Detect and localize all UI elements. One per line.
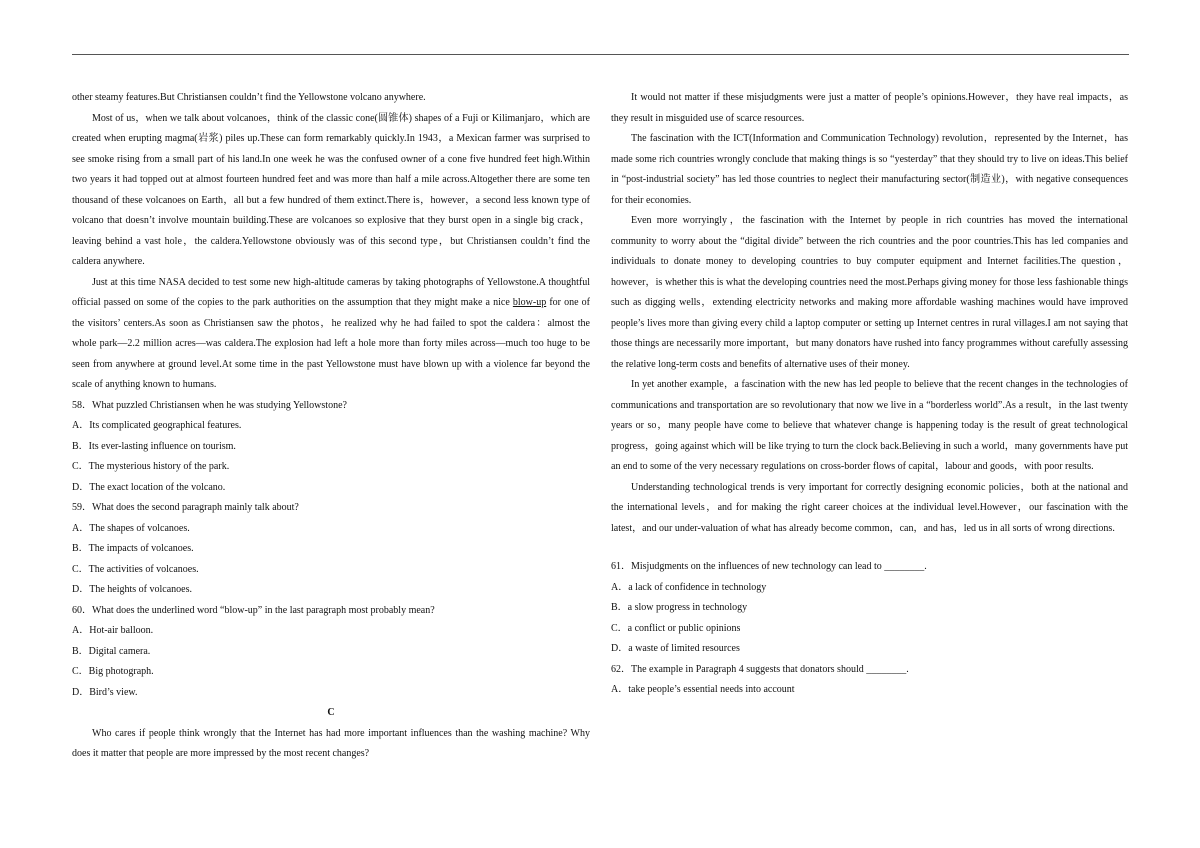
option[interactable]: D．a waste of limited resources <box>611 643 740 654</box>
option[interactable]: A．The shapes of volcanoes. <box>72 522 190 534</box>
option[interactable]: B．a slow progress in technology <box>611 602 748 613</box>
paragraph: Understanding technological trends is very important for correctly designing economic policies，both at the national and the international levels，and for making the right career choices at the individual level.However，our fascination with the latest，and our under-valuation of what has already become common，can，and has，led us in all sorts of wrong directions. <box>611 481 1128 534</box>
option[interactable]: D．The heights of volcanoes. <box>72 584 192 595</box>
paragraph: Most of us，when we talk about volcanoes，think of the classic cone(圆锥体) shapes of a Fuji or Kilimanjaro，which are created when erupting magma(岩浆) piles up.These can form remarkably quickly.In 1943，a Mexican farmer was surprised to see smoke rising from a small part of his land.In one week he was the confused owner of a cone five hundred feet high.Within two years it had topped out at almost fourteen hundred feet and was more than half a mile across.Altogether there are some ten thousand of these volcanoes on Earth，all but a few hundred of them extinct.There is，however，a second less known type of volcano that doesn’t involve mountain building.These are volcanoes so explosive that they burst open in a single big crack，leaving behind a vast hole，the caldera.Yellowstone obviously was of this second type，but Christiansen couldn’t find the caldera anywhere. <box>72 112 590 267</box>
section-heading: C <box>327 707 335 718</box>
option[interactable]: C．The activities of volcanoes. <box>72 563 199 575</box>
option[interactable]: B．Digital camera. <box>72 645 151 657</box>
option[interactable]: C．Big photograph. <box>72 666 154 677</box>
paragraph: Just at this time NASA decided to test some new high-altitude cameras by taking photographs of Yellowstone.A thoughtful official passed on some of the copies to the park authorities on the assumption that they might make a nice blow-up for one of the visitors’ centers.As soon as Christiansen saw the photos，he realized why he had failed to spot the caldera：almost the whole park—2.2 million acres—was caldera.The explosion had left a hole more than forty miles across—much too huge to be seen from anywhere at ground level.At some time in the past Yellowstone must have blown up with a violence far beyond the scale of anything known to humans. <box>72 276 590 390</box>
question-62: 62．The example in Paragraph 4 suggests that donators should ________. <box>611 663 909 675</box>
paragraph: In yet another example，a fascination with the new has led people to believe that the recent changes in the technologies of communications and transportation are so revolutionary that now we live in a “borderless world”.As a result，in the last twenty years or so，many people have come to believe that whatever change is happening today is the result of great technological progress，going against which will be like trying to turn the clock back.Believing in such a world，many governments have put an end to some of the very necessary regulations on cross-border flows of capital，labour and goods，with poor results. <box>611 379 1128 472</box>
header-rule <box>72 54 1129 55</box>
question-61: 61．Misjudgments on the influences of new technology can lead to ________. <box>611 561 927 572</box>
right-column <box>611 88 1128 701</box>
paragraph: other steamy features.But Christiansen couldn’t find the Yellowstone volcano anywhere. <box>72 92 426 103</box>
option[interactable]: D．Bird’s view. <box>72 686 138 698</box>
paragraph: Who cares if people think wrongly that the Internet has had more important influences than the washing machine? Why does it matter that people are more impressed by the most recent changes? <box>72 727 590 759</box>
question-58: 58．What puzzled Christiansen when he was studying Yellowstone? <box>72 399 347 411</box>
left-column <box>72 88 590 765</box>
option[interactable]: D．The exact location of the volcano. <box>72 481 226 493</box>
paragraph: Even more worryingly，the fascination with the Internet by people in rich countries has moved the international community to worry about the “digital divide” between the rich countries and the poor countries.This has led companies and individuals to donate money to developing countries to buy computer equipment and Internet facilities.The question，however，is whether this is what the developing countries need the most.Perhaps giving money for those less fashionable things such as digging wells，extending electricity networks and making more affordable washing machines would have improved people’s lives more than giving every child a laptop computer or setting up Internet centres in rural villages.I am not saying that those things are necessarily more important，but many donators have rushed into fancy programmes without carefully assessing the relative long-term costs and benefits of alternative uses of their money. <box>611 215 1128 370</box>
option[interactable]: A．Its complicated geographical features. <box>72 420 242 431</box>
option[interactable]: A．a lack of confidence in technology <box>611 581 767 593</box>
option[interactable]: A．take people’s essential needs into account <box>611 684 795 695</box>
question-59: 59．What does the second paragraph mainly talk about? <box>72 502 299 513</box>
option[interactable]: B．The impacts of volcanoes. <box>72 543 194 554</box>
spacer <box>611 539 1128 557</box>
option[interactable]: C．a conflict or public opinions <box>611 622 741 634</box>
question-60: 60．What does the underlined word “blow-up” in the last paragraph most probably mean? <box>72 604 435 616</box>
option[interactable]: B．Its ever-lasting influence on tourism. <box>72 440 236 452</box>
paragraph: The fascination with the ICT(Information and Communication Technology) revolution，represented by the Internet，has made some rich countries wrongly conclude that making things is so “yesterday” that they should try to live on ideas.This belief in “post-industrial society” has led those countries to neglect their manufacturing sector(制造业)，with negative consequences for their economies. <box>611 133 1128 206</box>
option[interactable]: C．The mysterious history of the park. <box>72 461 230 472</box>
option[interactable]: A．Hot-air balloon. <box>72 625 154 636</box>
underlined-word: blow-up <box>512 297 547 308</box>
paragraph: It would not matter if these misjudgments were just a matter of people’s opinions.However，they have real impacts，as they result in misguided use of scarce resources. <box>611 92 1128 124</box>
